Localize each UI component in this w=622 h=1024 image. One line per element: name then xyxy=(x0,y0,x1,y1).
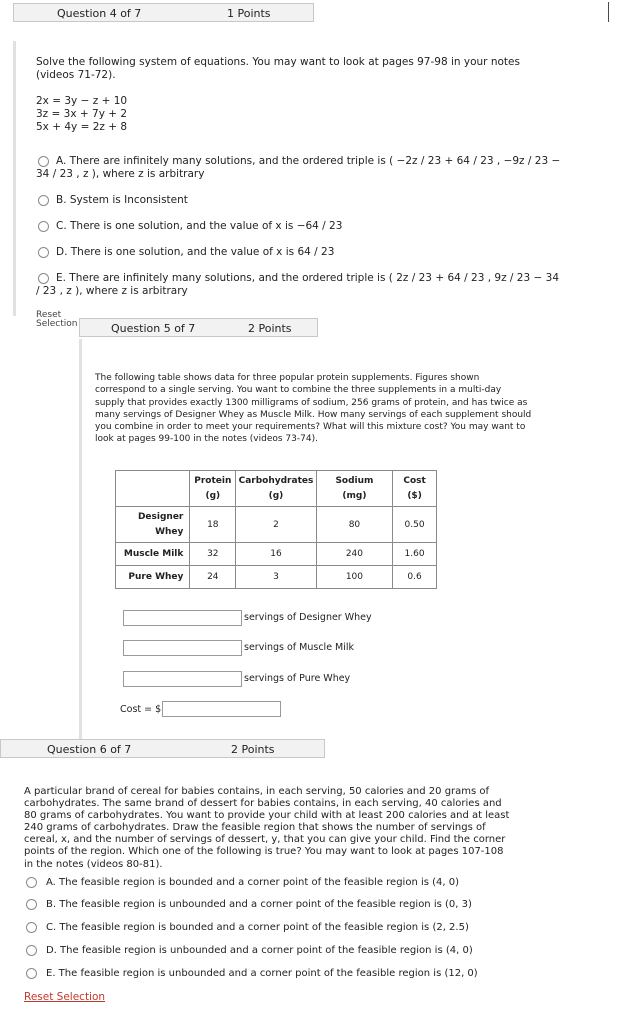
table-row xyxy=(116,566,437,589)
table-row-header: Muscle Milk xyxy=(116,543,190,566)
table-cell: 1.60 xyxy=(393,543,437,566)
question-6-header xyxy=(0,739,325,758)
q4-reset-selection-link-cut[interactable]: Reset Selection xyxy=(36,310,78,329)
question-6-prompt xyxy=(24,786,620,871)
q4-option-c-label[interactable]: C. There is one solution, and the value of x is −64 / 23 xyxy=(56,220,343,232)
question-4-prompt-line: (videos 71-72). xyxy=(36,69,116,81)
equation-1: 2x = 3y − z + 10 xyxy=(36,95,128,107)
q6-option-c-label[interactable]: C. The feasible region is bounded and a corner point of the feasible region is (2, 2.5) xyxy=(46,922,469,933)
q4-option-b-radio[interactable] xyxy=(38,195,49,206)
question-4-number: Question 4 of 7 xyxy=(57,7,142,20)
text-cursor xyxy=(608,2,609,22)
q6-option-a-radio[interactable] xyxy=(26,877,37,888)
table-row xyxy=(116,543,437,566)
question-5-number: Question 5 of 7 xyxy=(111,322,196,335)
q4-option-e-line1: E. There are infinitely many solutions, and the ordered triple is ( 2z / 23 + 64 / 23 , 9z / 23 − 34 xyxy=(56,272,560,284)
question-4-points: 1 Points xyxy=(227,7,271,20)
question-4-prompt xyxy=(36,56,596,82)
table-header-carbohydrates: Carbohydrates (g) xyxy=(236,471,317,507)
question-5-prompt-line: The following table shows data for three popular protein supplements. Figures shown xyxy=(95,373,480,383)
question-5-prompt xyxy=(95,372,545,446)
muscle-milk-servings-input[interactable] xyxy=(123,640,242,656)
q6-option-b-radio[interactable] xyxy=(26,899,37,910)
q4-option-b-label[interactable]: B. System is Inconsistent xyxy=(56,194,188,206)
q4-option-c-radio[interactable] xyxy=(38,221,49,232)
q4-option-a-line1: A. There are infinitely many solutions, and the ordered triple is ( −2z / 23 + 64 / 23 , −9z / 23 − xyxy=(56,155,561,167)
q6-option-a-label[interactable]: A. The feasible region is bounded and a corner point of the feasible region is (4, 0) xyxy=(46,877,460,888)
q6-option-b-label[interactable]: B. The feasible region is unbounded and a corner point of the feasible region is (0, 3) xyxy=(46,899,472,910)
q4-option-a-label[interactable] xyxy=(36,155,606,181)
q6-option-d-radio[interactable] xyxy=(26,945,37,956)
question-6-prompt-line: carbohydrates. The same brand of dessert for babies contains, in each serving, 40 calories and xyxy=(24,798,502,810)
question-6-prompt-line: in the notes (videos 80-81). xyxy=(24,858,163,870)
table-row-header: Designer Whey xyxy=(116,507,190,543)
question-5-panel-border xyxy=(79,339,82,739)
cost-label: Cost = $ xyxy=(120,704,162,715)
table-cell: 0.6 xyxy=(393,566,437,589)
question-5-prompt-line: supply that provides exactly 1300 milligrams of sodium, 256 grams of protein, and has twice as xyxy=(95,397,528,408)
table-header-sodium: Sodium (mg) xyxy=(316,471,392,507)
question-5-points: 2 Points xyxy=(248,322,292,335)
q6-option-e-radio[interactable] xyxy=(26,968,37,979)
question-6-prompt-line: 80 grams of carbohydrates. You want to provide your child with at least 200 calories and at least xyxy=(24,810,510,822)
question-5-prompt-line: look at pages 99-100 in the notes (videos 73-74). xyxy=(95,434,318,445)
q4-option-e-label[interactable] xyxy=(36,272,606,298)
q6-reset-selection-link[interactable]: Reset Selection xyxy=(24,991,106,1003)
q4-option-e-line2: / 23 , z ), where z is arbitrary xyxy=(36,285,188,297)
question-6-number: Question 6 of 7 xyxy=(47,743,132,756)
table-cell: 240 xyxy=(316,543,392,566)
pure-whey-servings-input[interactable] xyxy=(123,671,242,687)
q4-option-d-label[interactable]: D. There is one solution, and the value of x is 64 / 23 xyxy=(56,246,335,258)
table-cell: 0.50 xyxy=(393,507,437,543)
pure-whey-servings-label: servings of Pure Whey xyxy=(244,673,351,684)
q4-option-d-radio[interactable] xyxy=(38,247,49,258)
table-cell: 24 xyxy=(190,566,236,589)
question-6-prompt-line: A particular brand of cereal for babies contains, in each serving, 50 calories and 20 grams of xyxy=(24,786,490,797)
question-4-panel-border xyxy=(13,41,16,316)
cost-input[interactable] xyxy=(162,701,281,717)
question-6-prompt-line: cereal, x, and the number of servings of dessert, y, that you can give your child. Find the corner xyxy=(24,834,506,846)
table-row-header: Pure Whey xyxy=(116,566,190,589)
table-header-cost: Cost ($) xyxy=(393,471,437,507)
table-cell: 32 xyxy=(190,543,236,566)
question-6-points: 2 Points xyxy=(231,743,275,756)
designer-whey-servings-input[interactable] xyxy=(123,610,242,626)
supplement-table xyxy=(115,470,437,589)
table-header-protein: Protein (g) xyxy=(190,471,236,507)
muscle-milk-servings-label: servings of Muscle Milk xyxy=(244,642,355,653)
table-cell: 100 xyxy=(316,566,392,589)
equation-2: 3z = 3x + 7y + 2 xyxy=(36,108,128,120)
table-row xyxy=(116,507,437,543)
table-cell: 18 xyxy=(190,507,236,543)
table-cell: 2 xyxy=(236,507,317,543)
q6-option-c-radio[interactable] xyxy=(26,922,37,933)
table-cell: 3 xyxy=(236,566,317,589)
question-5-prompt-line: you combine in order to meet your requirements? What will this mixture cost? You may want to xyxy=(95,422,526,433)
q6-option-d-label[interactable]: D. The feasible region is unbounded and a corner point of the feasible region is (4, 0) xyxy=(46,945,473,956)
question-4-header xyxy=(13,3,314,22)
q6-option-e-label[interactable]: E. The feasible region is unbounded and a corner point of the feasible region is (12, 0) xyxy=(46,968,478,979)
question-6-prompt-line: 240 grams of carbohydrates. Draw the feasible region that shows the number of servings of xyxy=(24,822,486,834)
equation-3: 5x + 4y = 2z + 8 xyxy=(36,121,128,133)
table-cell: 80 xyxy=(316,507,392,543)
question-4-prompt-line: Solve the following system of equations. You may want to look at pages 97-98 in your notes xyxy=(36,56,520,68)
question-5-prompt-line: many servings of Designer Whey as Muscle Milk. How many servings of each supplement should xyxy=(95,409,532,420)
question-5-prompt-line: correspond to a single serving. You want to combine the three supplements in a multi-day xyxy=(95,385,502,396)
table-corner-cell xyxy=(116,471,190,507)
question-5-header xyxy=(79,318,318,337)
q4-option-a-line2: 34 / 23 , z ), where z is arbitrary xyxy=(36,168,205,180)
question-6-prompt-line: points of the region. Which one of the following is true? You may want to look at pages 107-108 xyxy=(24,846,504,858)
designer-whey-servings-label: servings of Designer Whey xyxy=(244,612,372,623)
table-cell: 16 xyxy=(236,543,317,566)
